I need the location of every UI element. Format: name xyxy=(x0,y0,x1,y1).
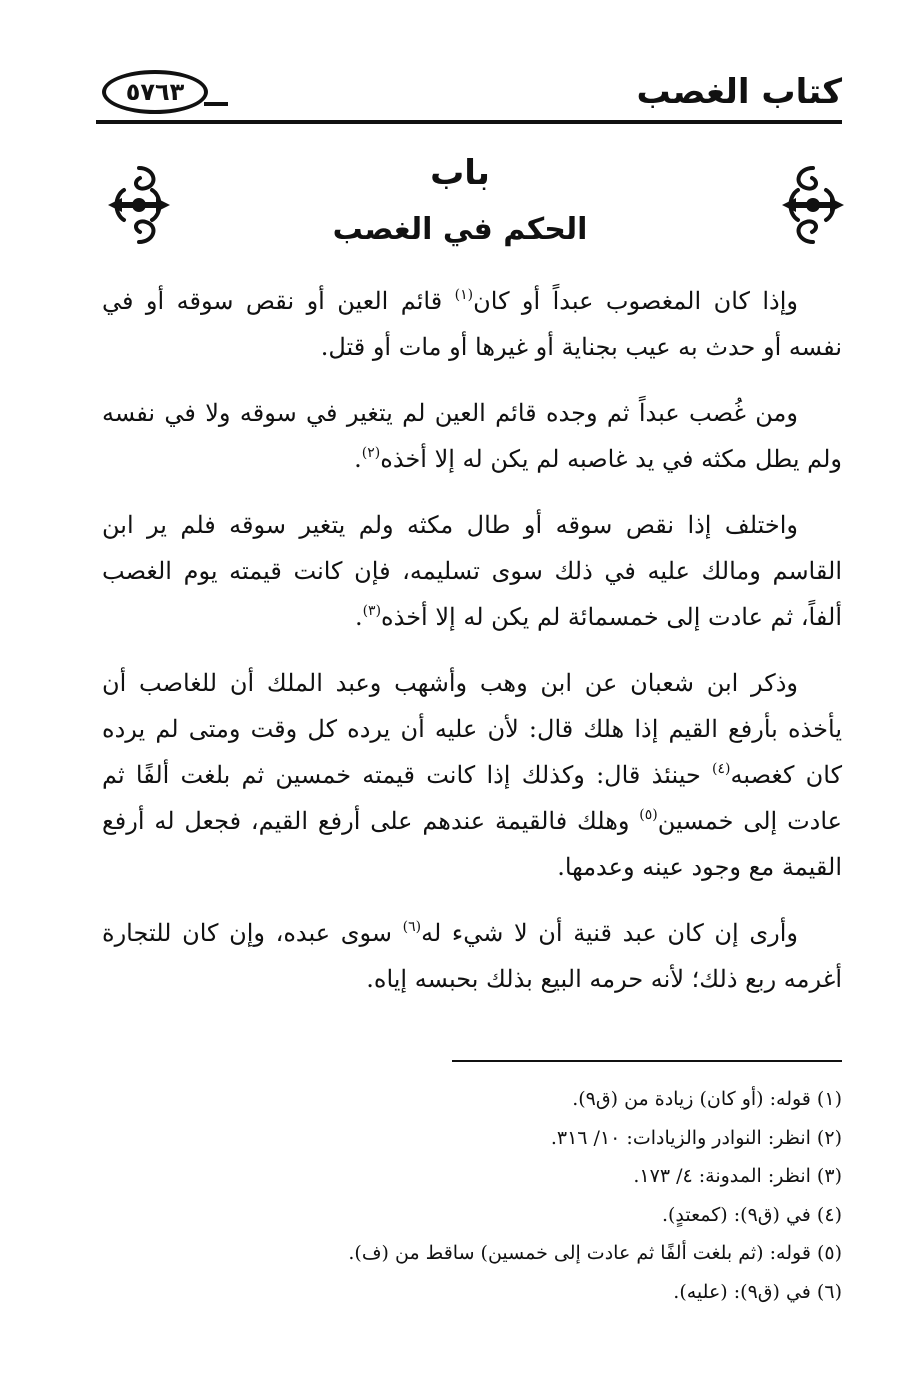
text-run: . xyxy=(354,445,362,473)
chapter-label: باب xyxy=(430,153,490,193)
footnote-ref[interactable]: (٢) xyxy=(361,445,381,461)
text-run: وإذا كان المغصوب عبداً أو كان xyxy=(473,287,798,315)
text-run: سوى عبده، وإن كان للتجارة أغرمه ربع ذلك؛ لأنه حرمه البيع بذلك بحبسه إياه. xyxy=(102,919,842,993)
footnote: (٥) قوله: (ثم بلغت ألفًا ثم عادت إلى خمسين) ساقط من (ف). xyxy=(348,1242,842,1264)
footnote-ref[interactable]: (٥) xyxy=(639,807,658,823)
book-title: كتاب الغصب xyxy=(636,72,842,112)
footnote: (١) قوله: (أو كان) زيادة من (ق٩). xyxy=(572,1088,842,1110)
footnote-ref[interactable]: (٣) xyxy=(362,603,382,619)
page-number: ٥٧٦٣ xyxy=(125,78,185,106)
footnote-ref[interactable]: (١) xyxy=(454,287,474,303)
page-number-badge xyxy=(102,70,208,114)
footnote: (٢) انظر: النوادر والزيادات: ١٠/ ٣١٦. xyxy=(550,1126,842,1149)
paragraph xyxy=(102,390,842,482)
paragraph xyxy=(102,278,842,370)
floral-ornament-icon xyxy=(778,160,848,250)
body-text xyxy=(102,278,842,1022)
footnotes xyxy=(102,1080,842,1311)
footnote: (٣) انظر: المدونة: ٤/ ١٧٣. xyxy=(633,1165,842,1187)
chapter-heading xyxy=(200,150,720,254)
footnote: (٦) في (ق٩): (عليه). xyxy=(673,1280,842,1303)
text-run: قائم العين أو نقص سوقه أو في نفسه أو حدث به عيب بجناية أو غيرها أو مات أو قتل. xyxy=(102,287,842,361)
badge-connector xyxy=(204,102,228,106)
footnote-ref[interactable]: (٦) xyxy=(402,919,422,935)
text-run: حينئذ قال: وكذلك إذا كانت قيمته خمسين ثم بلغت ألفًا ثم عادت إلى خمسين xyxy=(102,761,842,835)
chapter-title: الحكم في الغصب xyxy=(332,212,588,247)
text-run: وأرى إن كان عبد قنية أن لا شيء له xyxy=(421,919,798,947)
text-run: وهلك فالقيمة عندهم على أرفع القيم، فجعل له أرفع القيمة مع وجود عينه وعدمها. xyxy=(102,807,842,881)
text-run: . xyxy=(354,603,363,631)
footnote-separator xyxy=(452,1060,842,1062)
text-run: وذكر ابن شعبان عن ابن وهب وأشهب وعبد الملك أن للغاصب أن يأخذه بأرفع القيم إذا هلك قال: لأن عليه أن يرده كل وقت ومتى لم يرده كان كغصبه xyxy=(102,669,843,789)
footnote: (٤) في (ق٩): (كمعتدٍ). xyxy=(661,1203,842,1226)
page-header xyxy=(96,62,842,126)
floral-ornament-icon xyxy=(104,160,174,250)
header-rule xyxy=(96,120,842,124)
footnote-ref[interactable]: (٤) xyxy=(712,761,731,777)
paragraph xyxy=(102,910,842,1002)
paragraph xyxy=(102,660,842,890)
text-run: واختلف إذا نقص سوقه أو طال مكثه ولم يتغير سوقه فلم ير ابن القاسم ومالك عليه في ذلك سوى تسليمه، فإن كانت قيمته يوم الغصب ألفاً، ثم عادت إلى خمسمائة لم يكن له إلا أخذه xyxy=(102,511,842,631)
text-run: ومن غُصب عبداً ثم وجده قائم العين لم يتغير في سوقه ولا في نفسه ولم يطل مكثه في يد غاصبه لم يكن له إلا أخذه xyxy=(102,399,842,473)
paragraph xyxy=(102,502,842,640)
